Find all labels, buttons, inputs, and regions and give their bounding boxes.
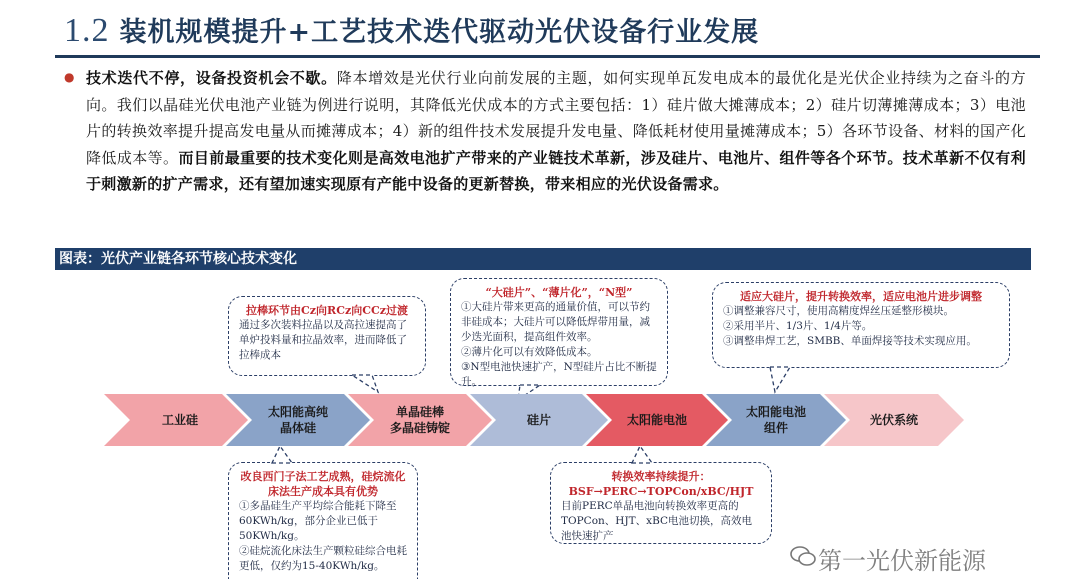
callout-head: “大硅片”、“薄片化”，“N型” [485,286,633,299]
chain-label-1: 太阳能高纯 晶体硅 [267,405,328,435]
para-tail: 而目前最重要的技术变化则是高效电池扩产带来的产业链技术革新，涉及硅片、电池片、组件等各个环节。技术革新不仅有利于刺激新的扩产需求，还有望加速实现原有产能中设备的更新替换，带来相应的光伏设备需求。 [86,148,1026,193]
para-lead: 技术迭代不停，设备投资机会不歇。 [86,69,337,87]
callout-subhead: BSF→PERC→TOPCon/xBC/HJT [568,485,754,498]
callout-line: ②硅烷流化床法生产颗粒硅综合电耗更低，仅约为15-40KWh/kg。 [239,545,407,572]
callout-head: 改良西门子法工艺成熟，硅烷流化床法生产成本具有优势 [240,470,406,498]
chain-label-5: 太阳能电池 组件 [745,405,806,435]
chain-label-6: 光伏系统 [869,413,918,427]
callout-line: ①调整兼容尺寸，使用高精度焊丝压延整形模块。 [723,305,954,317]
callout-line: ②采用半片、1/3片、1/4片等。 [723,320,873,332]
callout-line: ③调整串焊工艺，SMBB、单面焊接等技术实现应用。 [723,335,977,347]
callout-line: ③N型电池快速扩产，N型硅片占比不断提升。 [461,361,657,388]
wechat-icon [790,545,816,567]
chain-label-3: 硅片 [526,413,551,427]
callout-body: 通过多次装料拉晶以及高拉速提高了单炉投料量和拉晶效率，进而降低了拉棒成本 [239,319,407,361]
bullet-icon: ● [64,70,75,84]
chain-label-4: 太阳能电池 [626,413,687,427]
watermark-text: 第一光伏新能源 [818,547,986,575]
callout-line: ①多晶硅生产平均综合能耗下降至60KWh/kg，部分企业已低于50KWh/kg。 [239,500,397,542]
callout-head: 拉棒环节由Cz向RCz向CCz过渡 [246,304,408,317]
chain-label-2: 单晶硅棒 多晶硅铸锭 [389,405,450,435]
figure-caption: 图表：光伏产业链各环节核心技术变化 [55,248,1031,270]
callout-head: 转换效率持续提升： [611,470,711,483]
section-title: 装机规模提升+工艺技术迭代驱动光伏设备行业发展 [119,17,760,48]
callout-body: 目前PERC单晶电池向转换效率更高的TOPCon、HJT、xBC电池切换，高效电池快速扩产 [561,500,753,542]
chain-label-0: 工业硅 [161,413,198,427]
callout-line: ①大硅片带来更高的通量价值，可以节约非硅成本；大硅片可以降低焊带用量，减少迭光面积，提高组件效率。 [461,301,650,343]
callout-line: ②薄片化可以有效降低成本。 [461,346,598,358]
callout-head: 适应大硅片，提升转换效率，适应电池片进步调整 [740,290,982,303]
section-number: 1.2 [64,12,110,49]
para-body: 降本增效是光伏行业向前发展的主题，如何实现单瓦发电成本的最优化是光伏企业持续为之奋斗的方向。我们以晶硅光伏电池产业链为例进行说明，其降低光伏成本的方式主要包括：1）硅片做大摊薄成本；2）硅片切薄摊薄成本；3）电池片的转换效率提升提高发电量从而摊薄成本；4）新的组件技术发展提升发电量、降低耗材使用量摊薄成本；5）各环节设备、材料的国产化降低成本等。 [86,69,1026,167]
